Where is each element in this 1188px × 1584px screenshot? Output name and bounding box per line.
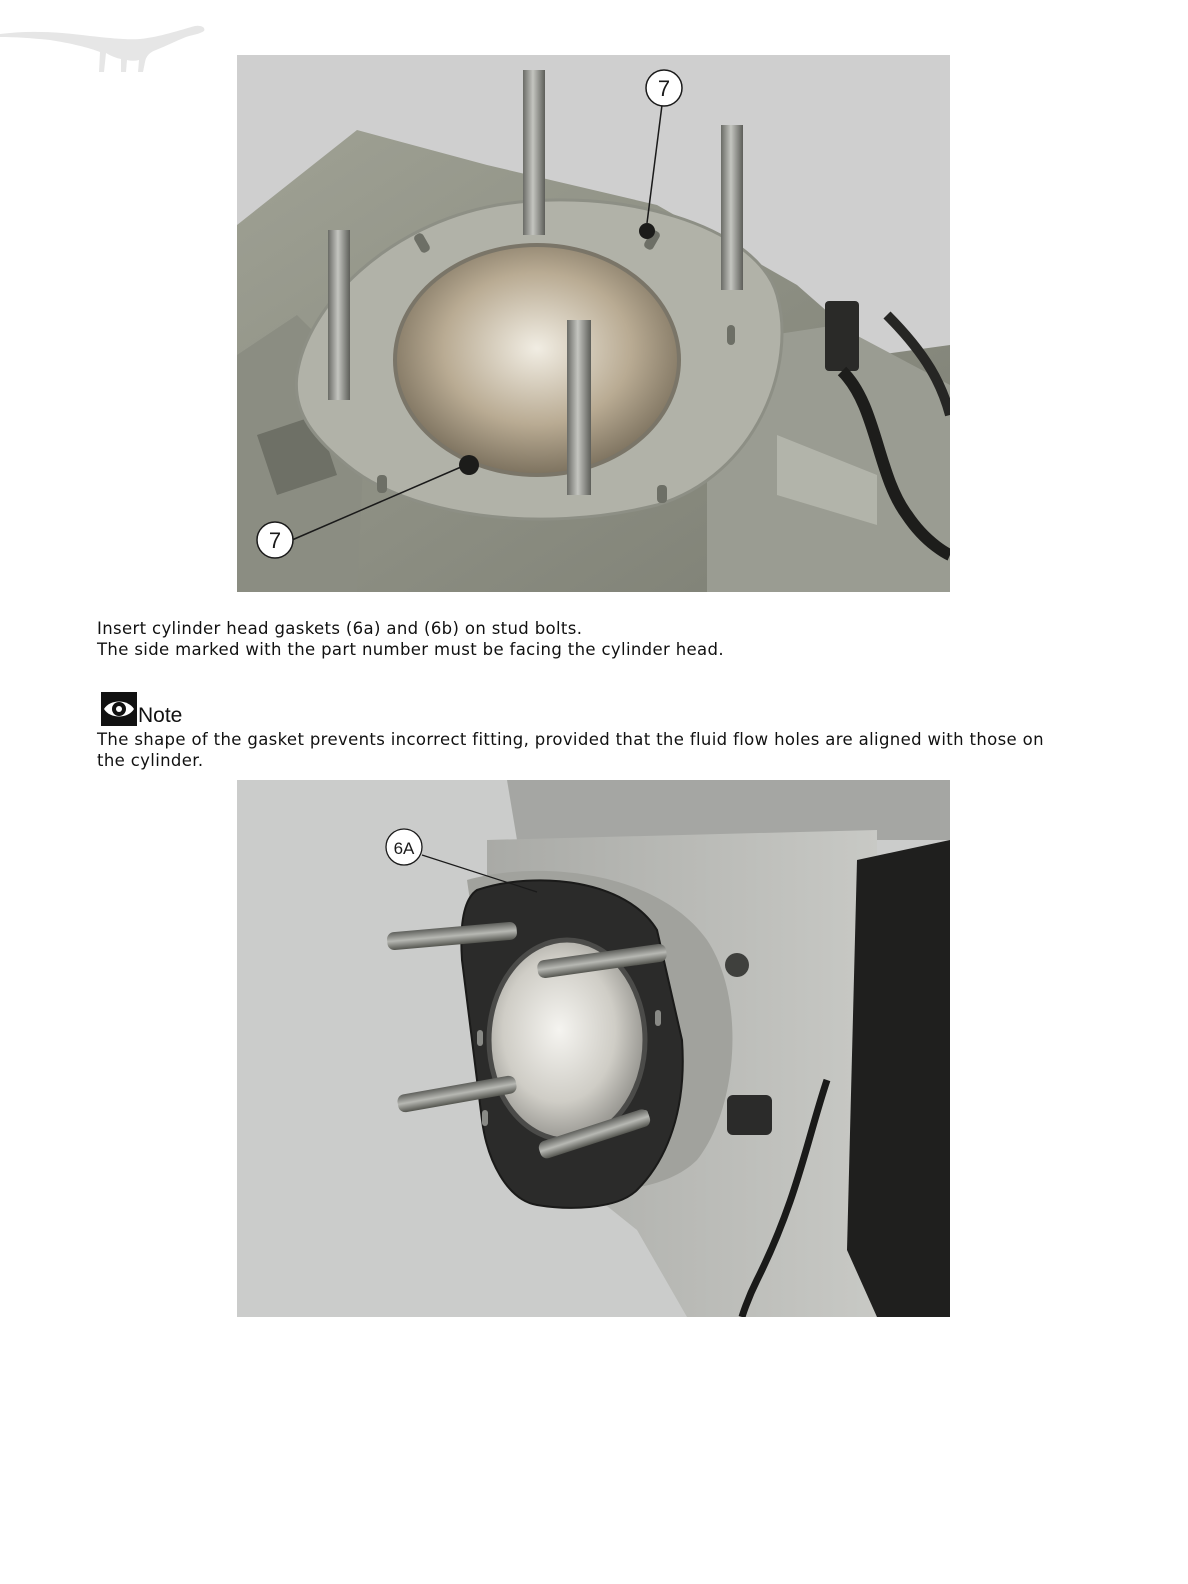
callout-7-bottom [257, 522, 293, 558]
instruction-text-1: Insert cylinder head gaskets (6a) and (6b) on stud bolts. [97, 619, 583, 638]
note-label: Note [138, 704, 183, 727]
cylinder-studs-photo [237, 55, 950, 592]
note-text: The shape of the gasket prevents incorrect fitting, provided that the fluid flow holes are aligned with those on the cylinder. [97, 730, 1044, 770]
gasket-fitting-photo [237, 780, 950, 1317]
note-heading [101, 688, 182, 726]
instruction-text-2: The side marked with the part number must be facing the cylinder head. [97, 640, 724, 659]
callout-6a [386, 829, 422, 865]
brachiosaurus-watermark-icon [0, 12, 210, 72]
callout-7-top [646, 70, 682, 106]
callout-label: 7 [657, 76, 671, 101]
callout-label: 7 [268, 528, 282, 553]
callout-label: 6A [393, 839, 415, 858]
eye-icon [101, 692, 137, 726]
